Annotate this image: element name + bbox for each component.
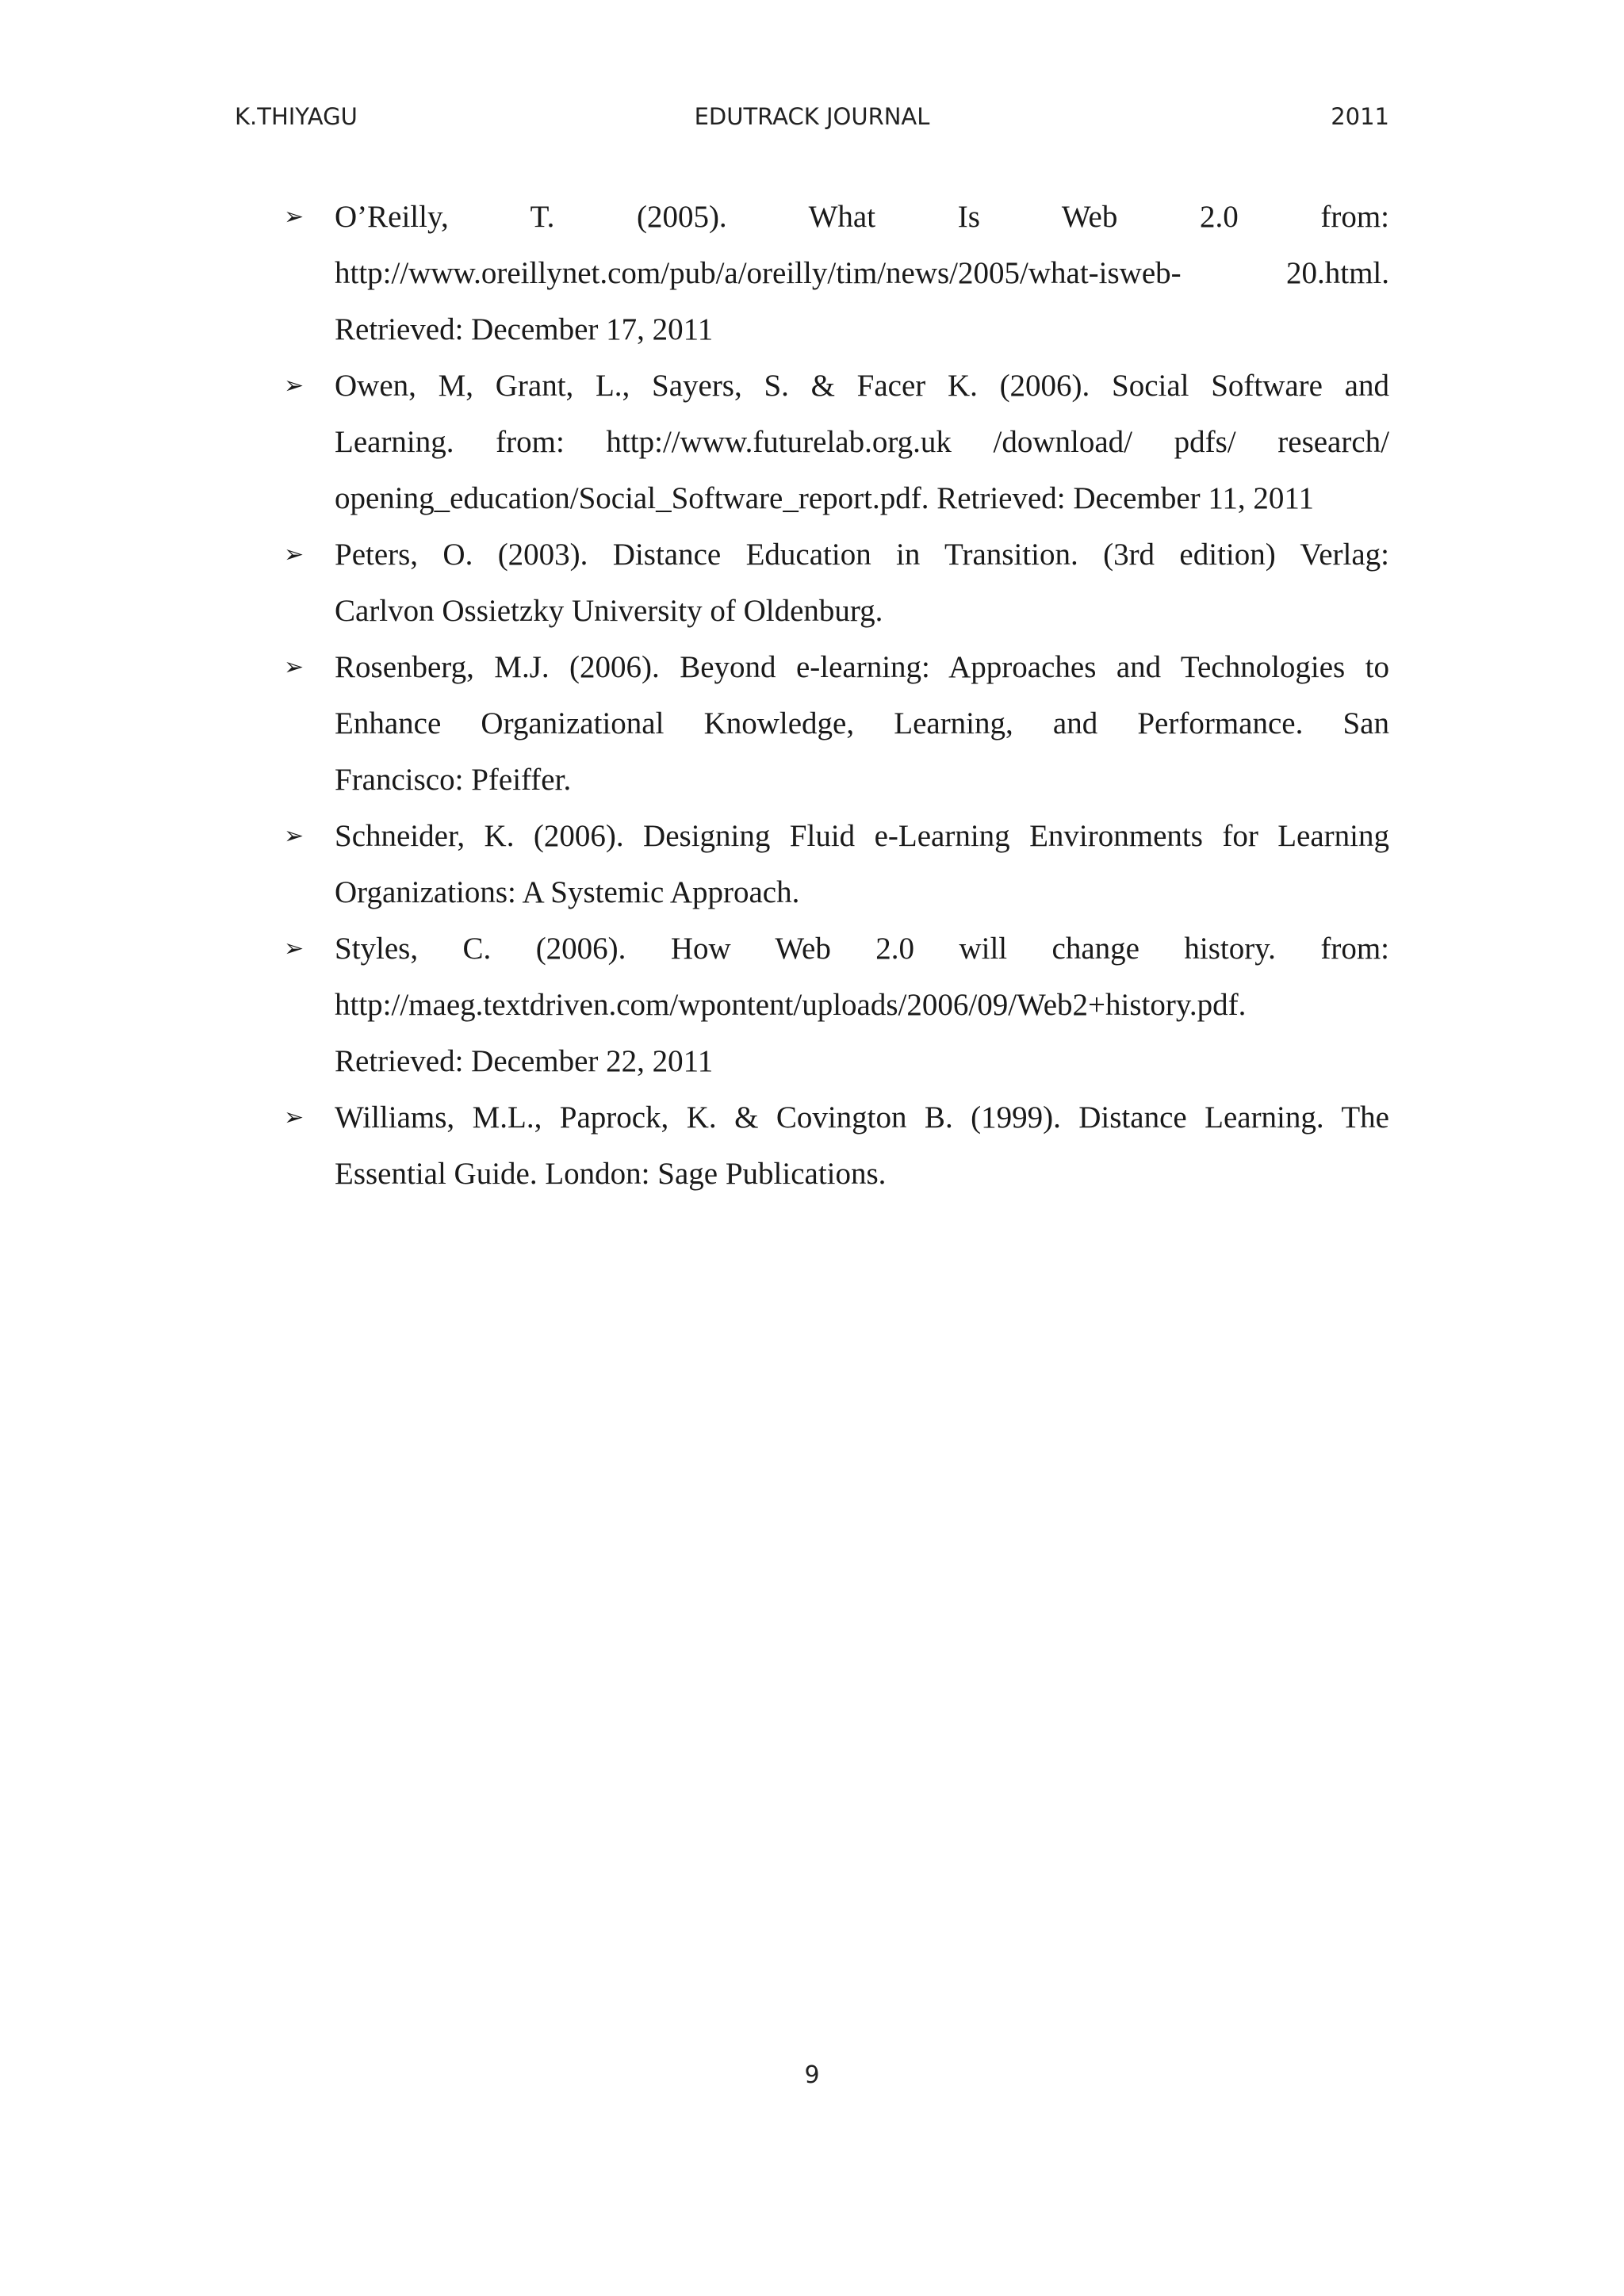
reference-line: Rosenberg, M.J. (2006). Beyond e-learning: Approaches and Technologies to: [335, 650, 1389, 684]
reference-item: [284, 358, 1389, 526]
reference-line: Enhance Organizational Knowledge, Learning, and Performance. San: [335, 706, 1389, 740]
arrow-bullet-icon: ➢: [284, 822, 304, 850]
reference-line: Essential Guide. London: Sage Publications.: [335, 1157, 887, 1191]
arrow-bullet-icon: ➢: [284, 541, 304, 568]
arrow-bullet-icon: ➢: [284, 1104, 304, 1131]
reference-item: [284, 808, 1389, 920]
reference-line: Carlvon Ossietzky University of Oldenburg.: [335, 594, 883, 628]
reference-item: [284, 526, 1389, 639]
reference-line: Peters, O. (2003). Distance Education in Transition. (3rd edition) Verlag:: [335, 538, 1389, 572]
page-header: [235, 97, 1389, 136]
reference-line: Learning. from: http://www.futurelab.org.uk /download/ pdfs/ research/: [335, 425, 1389, 459]
reference-list: [284, 189, 1389, 1202]
reference-line: Styles, C. (2006). How Web 2.0 will change history. from:: [335, 932, 1389, 966]
arrow-bullet-icon: ➢: [284, 372, 304, 400]
reference-line: Williams, M.L., Paprock, K. & Covington B. (1999). Distance Learning. The: [335, 1100, 1389, 1135]
header-journal-title: EDUTRACK JOURNAL: [694, 103, 930, 130]
reference-line: O’Reilly, T. (2005). What Is Web 2.0 from:: [335, 200, 1389, 234]
reference-item: [284, 920, 1389, 1089]
arrow-bullet-icon: ➢: [284, 203, 304, 231]
header-author: K.THIYAGU: [235, 103, 358, 130]
reference-line: Retrieved: December 17, 2011: [335, 312, 714, 346]
arrow-bullet-icon: ➢: [284, 935, 304, 962]
page-number: 9: [804, 2061, 820, 2089]
reference-line: http://maeg.textdriven.com/wpontent/uploads/2006/09/Web2+history.pdf.: [335, 988, 1247, 1022]
reference-line: Organizations: A Systemic Approach.: [335, 875, 800, 909]
reference-item: [284, 189, 1389, 358]
reference-line: Owen, M, Grant, L., Sayers, S. & Facer K. (2006). Social Software and: [335, 369, 1389, 403]
reference-item: [284, 639, 1389, 808]
reference-line: Schneider, K. (2006). Designing Fluid e-Learning Environments for Learning: [335, 819, 1389, 853]
reference-line: Retrieved: December 22, 2011: [335, 1044, 714, 1078]
arrow-bullet-icon: ➢: [284, 653, 304, 681]
reference-line: Francisco: Pfeiffer.: [335, 763, 572, 797]
reference-line: opening_education/Social_Software_report.pdf. Retrieved: December 11, 2011: [335, 481, 1314, 515]
reference-line: http://www.oreillynet.com/pub/a/oreilly/tim/news/2005/what-isweb- 20.html.: [335, 256, 1389, 290]
header-year: 2011: [1331, 103, 1389, 130]
reference-item: [284, 1089, 1389, 1202]
